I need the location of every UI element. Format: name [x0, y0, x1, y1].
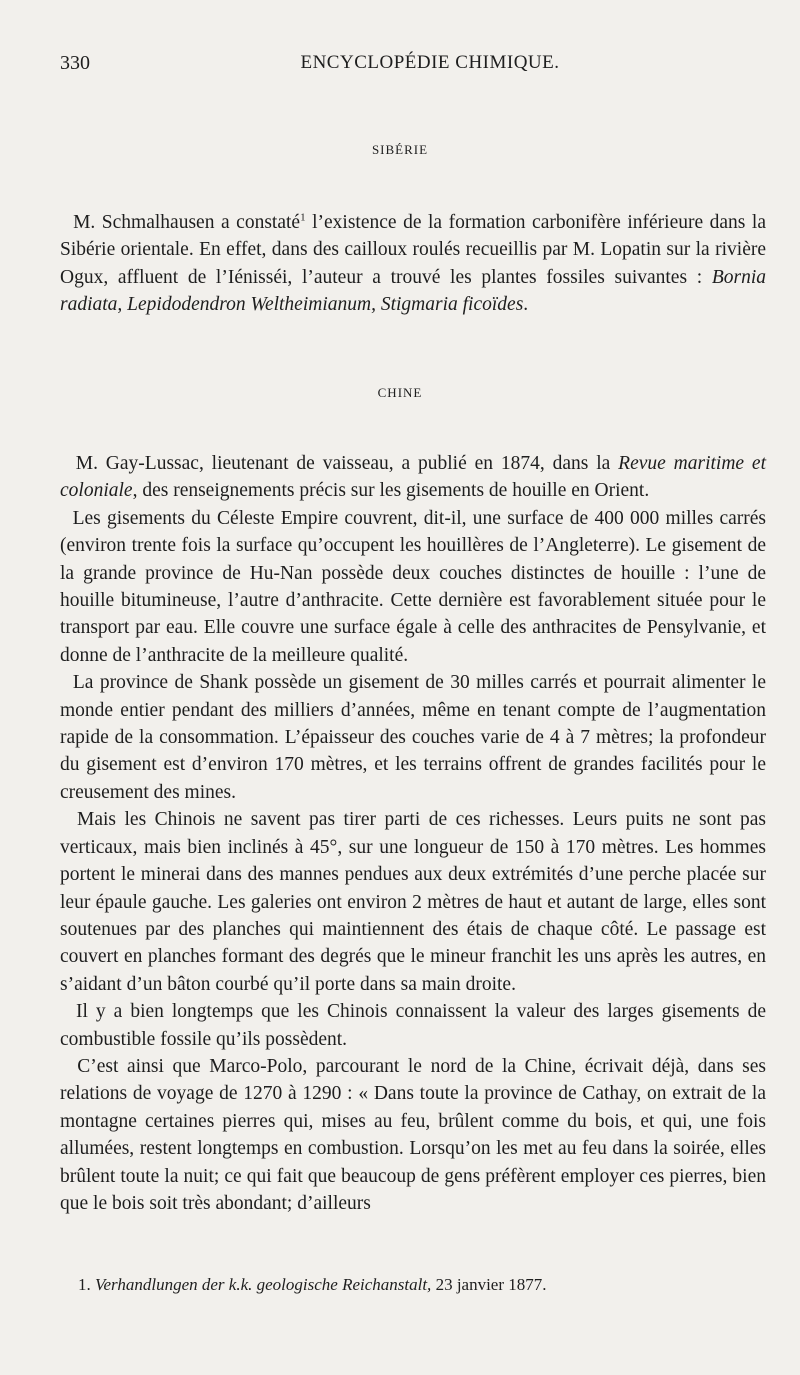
chine-paragraph-3	[60, 669, 766, 806]
section-title-siberie: SIBÉRIE	[371, 142, 429, 157]
chine-p5: Il y a bien longtemps que les Chinois connaissent la valeur des larges gisements de combustible fossile qu’ils possèdent.	[60, 1001, 766, 1050]
footnote	[78, 1275, 547, 1295]
footnote-number: 1.	[78, 1275, 91, 1294]
chine-p6: C’est ainsi que Marco-Polo, parcourant le nord de la Chine, écrivait déjà, dans ses relations de voyage de 1270 à 1290 : « Dans toute la province de Cathay, on extrait de la montagne certaines pierres qui, mises au feu, brûlent comme du bois, et qui, une fois allumées, restent longtemps en combustion. Lorsqu’on les met au feu dans la soirée, elles brûlent toute la nuit; ce qui fait que beaucoup de gens préfèrent employer ces pierres, bien que le bois soit très abondant; d’ailleurs	[60, 1055, 766, 1214]
fossil-species: Bornia radiata, Lepidodendron Weltheimianum, Stigmaria ficoïdes	[60, 266, 766, 316]
chine-p2: Les gisements du Céleste Empire couvrent, dit-il, une surface de 400 000 milles carrés (environ trente fois la surface qu’occupent les houillères de l’Angleterre). Le gisement de la grande province de Hu-Nan possède deux couches distinctes de houille : l’une de houille bitumineuse, l’autre d’anthracite. Cette dernière est favorablement située pour le transport par eau. Elle couvre une surface égale à celle des anthracites de Pensylvanie, et donne de l’anthracite de la meilleure qualité.	[60, 507, 767, 666]
journal-title: Revue maritime et coloniale	[60, 453, 767, 502]
siberie-text-a: M. Schmalhausen a constaté	[73, 212, 301, 233]
chine-paragraph-5	[60, 998, 766, 1053]
siberie-end: .	[523, 294, 529, 316]
chine-p1-a: M. Gay-Lussac, lieutenant de vaisseau, a publié en 1874, dans la	[75, 453, 619, 474]
footnote-ref: 1	[300, 211, 306, 224]
running-head: ENCYCLOPÉDIE CHIMIQUE.	[300, 52, 560, 73]
chine-section	[60, 450, 766, 1217]
chine-paragraph-4	[60, 806, 766, 998]
chine-p4: Mais les Chinois ne savent pas tirer parti de ces richesses. Leurs puits ne sont pas verticaux, mais bien inclinés à 45°, sur une longueur de 150 à 170 mètres. Les hommes portent le minerai dans des mannes pendues aux deux extrémités d’une perche placée sur leur épaule gauche. Les galeries ont environ 2 mètres de haut et autant de large, elles sont soutenues par des planches qui maintiennent des étais de chaque côté. Le passage est couvert en planches formant des degrés que le mineur franchit les uns après les autres, en s’aidant d’un bâton courbé qu’il porte dans sa main droite.	[60, 809, 766, 995]
footnote-source: Verhandlungen der k.k. geologische Reichanstalt,	[95, 1275, 432, 1294]
chine-p3: La province de Shank possède un gisement de 30 milles carrés et pourrait alimenter le monde entier pendant des milliers d’années, même en tenant compte de l’augmentation rapide de la consommation. L’épaisseur des couches varie de 4 à 7 mètres; la profondeur du gisement est d’environ 170 mètres, et les terrains offrent de grandes facilités pour le creusement des mines.	[60, 672, 767, 803]
page-number: 330	[60, 52, 90, 74]
footnote-date: 23 janvier 1877.	[435, 1275, 547, 1294]
siberie-text-b: l’existence de la formation carbonifère inférieure dans la Sibérie orientale. En effet, dans des cailloux roulés recueillis par M. Lopatin sur la rivière Ogux, affluent de l’Iénisséi, l’auteur a trouvé les plantes fossiles suivantes :	[60, 212, 766, 288]
page-header	[60, 52, 780, 82]
chine-paragraph-1	[60, 450, 766, 505]
siberie-section	[60, 209, 766, 319]
chine-paragraph-2	[60, 505, 766, 669]
chine-p1-b: , des renseignements précis sur les gisements de houille en Orient.	[132, 480, 650, 502]
chine-paragraph-6	[60, 1053, 766, 1217]
section-title-chine: CHINE	[377, 385, 423, 400]
siberie-paragraph	[60, 209, 766, 319]
